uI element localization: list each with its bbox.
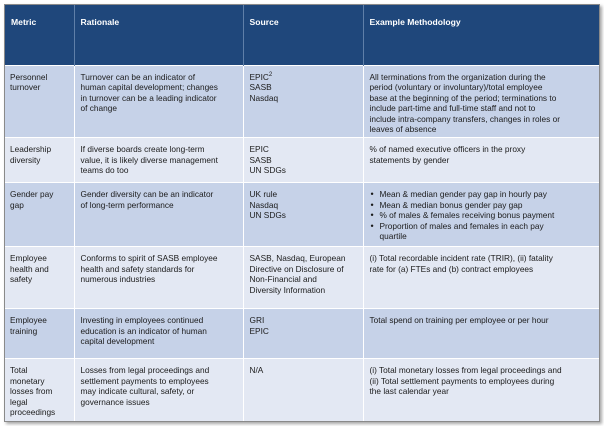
header-rationale: Rationale: [74, 5, 243, 66]
metric-cell: Gender pay gap: [5, 183, 74, 247]
methodology-cell: Total spend on training per employee or per hour: [363, 309, 599, 359]
rationale-cell: Investing in employees continued education is an indicator of human capital development: [74, 309, 243, 359]
methodology-bullets: [370, 189, 594, 241]
rationale-cell: Gender diversity can be an indicator of long-term performance: [74, 183, 243, 247]
source-cell: EPIC$^2$ SASB Nasdaq: [243, 66, 363, 138]
metric-cell: Employee training: [5, 309, 74, 359]
table-row: [5, 138, 599, 183]
list-item: • % of males & females receiving bonus payment: [380, 210, 594, 220]
source-cell: SASB, Nasdaq, European Directive on Disclosure of Non-Financial and Diversity Information: [243, 247, 363, 309]
methodology-cell: (i) Total monetary losses from legal proceedings and (ii) Total settlement payments to employees during the last calendar year: [363, 359, 599, 422]
table-row: [5, 247, 599, 309]
source-cell: UK rule Nasdaq UN SDGs: [243, 183, 363, 247]
metric-cell: Total monetary losses from legal proceedings: [5, 359, 74, 422]
source-cell: N/A: [243, 359, 363, 422]
header-metric: Metric: [5, 5, 74, 66]
header-row: [5, 5, 599, 66]
list-item: • Mean & median bonus gender pay gap: [380, 200, 594, 210]
rationale-cell: If diverse boards create long-term value, it is likely diverse management teams do too: [74, 138, 243, 183]
metric-cell: Employee health and safety: [5, 247, 74, 309]
header-methodology: Example Methodology: [363, 5, 599, 66]
methodology-cell: (i) Total recordable incident rate (TRIR), (ii) fatality rate for (a) FTEs and (b) contract employees: [363, 247, 599, 309]
methodology-cell: [363, 183, 599, 247]
source-cell: GRI EPIC: [243, 309, 363, 359]
source-cell: EPIC SASB UN SDGs: [243, 138, 363, 183]
rationale-cell: Losses from legal proceedings and settlement payments to employees may indicate cultural, safety, or governance issues: [74, 359, 243, 422]
methodology-cell: % of named executive officers in the proxy statements by gender: [363, 138, 599, 183]
table-row: [5, 183, 599, 247]
table-row: [5, 66, 599, 138]
list-item: • Mean & median gender pay gap in hourly pay: [380, 189, 594, 199]
footnote-marker: 2: [268, 72, 273, 78]
metric-cell: Personnel turnover: [5, 66, 74, 138]
list-item: • Proportion of males and females in each pay quartile: [380, 221, 594, 242]
metrics-table: [5, 5, 599, 422]
table-row: [5, 309, 599, 359]
table-row: [5, 359, 599, 422]
rationale-cell: Turnover can be an indicator of human capital development; changes in turnover can be a leading indicator of change: [74, 66, 243, 138]
methodology-cell: All terminations from the organization during the period (voluntary or involuntary)/total employee base at the beginning of the period; terminations to include part-time and full-time staff and not to include intra-company transfers, changes in roles or leaves of absence: [363, 66, 599, 138]
header-source: Source: [243, 5, 363, 66]
metrics-table-frame: [4, 4, 600, 422]
rationale-cell: Conforms to spirit of SASB employee health and safety standards for numerous industries: [74, 247, 243, 309]
metric-cell: Leadership diversity: [5, 138, 74, 183]
